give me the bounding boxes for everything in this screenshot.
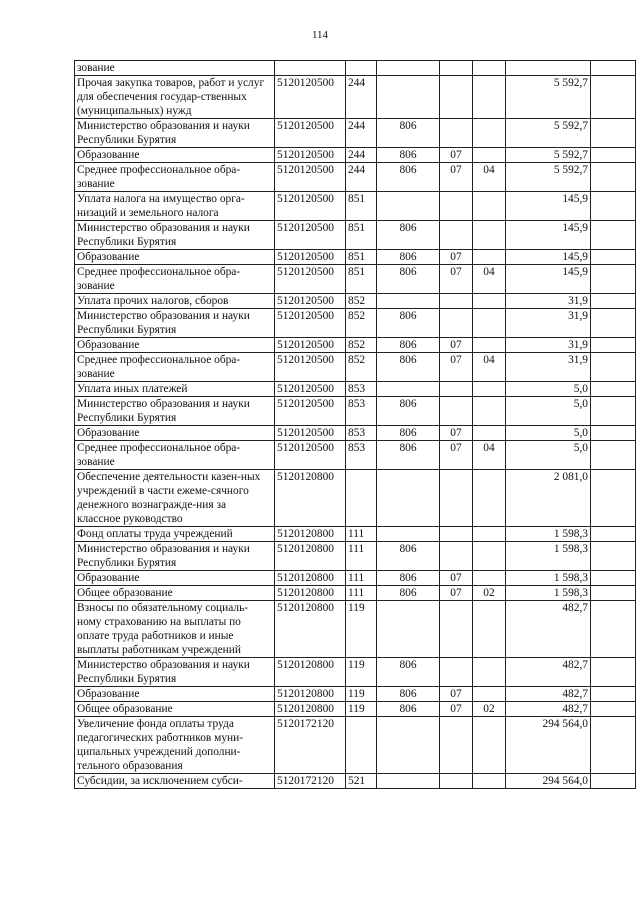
cell-expense-type — [346, 717, 377, 774]
cell-extra-empty — [591, 542, 636, 571]
cell-expense-type: 852 — [346, 309, 377, 338]
cell-target-article: 5120120800 — [275, 470, 346, 527]
cell-target-article: 5120120500 — [275, 148, 346, 163]
cell-name: Образование — [75, 338, 275, 353]
cell-name: Министерство образования и науки Республики Бурятия — [75, 119, 275, 148]
cell-name: Среднее профессиональное обра-зование — [75, 353, 275, 382]
cell-section — [440, 397, 473, 426]
cell-expense-type: 111 — [346, 571, 377, 586]
cell-subsection — [473, 717, 506, 774]
table-row — [75, 658, 636, 687]
cell-extra-empty — [591, 148, 636, 163]
budget-table — [74, 60, 636, 789]
cell-name: Министерство образования и науки Республики Бурятия — [75, 658, 275, 687]
cell-target-article: 5120120800 — [275, 687, 346, 702]
cell-extra-empty — [591, 163, 636, 192]
cell-subsection — [473, 470, 506, 527]
cell-subsection — [473, 382, 506, 397]
cell-amount: 5,0 — [506, 441, 591, 470]
page-number: 114 — [311, 29, 329, 41]
cell-extra-empty — [591, 527, 636, 542]
cell-target-article: 5120120500 — [275, 250, 346, 265]
cell-name: Министерство образования и науки Республики Бурятия — [75, 397, 275, 426]
cell-expense-type: 111 — [346, 542, 377, 571]
cell-name: Образование — [75, 250, 275, 265]
cell-extra-empty — [591, 441, 636, 470]
cell-administrator: 806 — [377, 338, 440, 353]
cell-expense-type: 244 — [346, 76, 377, 119]
cell-extra-empty — [591, 119, 636, 148]
cell-subsection — [473, 119, 506, 148]
cell-amount: 482,7 — [506, 702, 591, 717]
cell-name: Образование — [75, 571, 275, 586]
cell-section — [440, 309, 473, 338]
cell-extra-empty — [591, 192, 636, 221]
cell-expense-type: 119 — [346, 601, 377, 658]
cell-amount: 1 598,3 — [506, 542, 591, 571]
cell-expense-type — [346, 470, 377, 527]
cell-extra-empty — [591, 571, 636, 586]
cell-expense-type: 111 — [346, 586, 377, 601]
cell-extra-empty — [591, 294, 636, 309]
cell-target-article: 5120120500 — [275, 397, 346, 426]
cell-expense-type: 111 — [346, 527, 377, 542]
cell-extra-empty — [591, 250, 636, 265]
cell-expense-type: 244 — [346, 163, 377, 192]
cell-name: Образование — [75, 148, 275, 163]
cell-subsection — [473, 397, 506, 426]
table-row — [75, 687, 636, 702]
cell-name: Прочая закупка товаров, работ и услуг для обеспечения государ-ственных (муниципальных) нужд — [75, 76, 275, 119]
table-row — [75, 426, 636, 441]
cell-target-article: 5120120500 — [275, 76, 346, 119]
cell-target-article: 5120120500 — [275, 441, 346, 470]
cell-expense-type: 851 — [346, 250, 377, 265]
cell-expense-type: 119 — [346, 687, 377, 702]
cell-section: 07 — [440, 571, 473, 586]
cell-name: Уплата налога на имущество орга-низаций и земельного налога — [75, 192, 275, 221]
cell-administrator — [377, 294, 440, 309]
table-row — [75, 586, 636, 601]
cell-section — [440, 542, 473, 571]
cell-subsection — [473, 601, 506, 658]
cell-expense-type: 521 — [346, 774, 377, 789]
cell-name: Фонд оплаты труда учреждений — [75, 527, 275, 542]
cell-administrator — [377, 61, 440, 76]
cell-target-article: 5120120800 — [275, 586, 346, 601]
table-row — [75, 148, 636, 163]
cell-extra-empty — [591, 265, 636, 294]
cell-extra-empty — [591, 221, 636, 250]
cell-administrator: 806 — [377, 221, 440, 250]
cell-administrator — [377, 717, 440, 774]
table-row — [75, 527, 636, 542]
cell-amount — [506, 61, 591, 76]
table-row — [75, 717, 636, 774]
cell-extra-empty — [591, 470, 636, 527]
cell-target-article: 5120120500 — [275, 192, 346, 221]
cell-section — [440, 470, 473, 527]
table-row — [75, 702, 636, 717]
table-row — [75, 221, 636, 250]
cell-expense-type: 852 — [346, 353, 377, 382]
cell-subsection: 04 — [473, 163, 506, 192]
table-row — [75, 294, 636, 309]
cell-section — [440, 658, 473, 687]
cell-subsection — [473, 250, 506, 265]
cell-administrator: 806 — [377, 702, 440, 717]
cell-target-article: 5120120800 — [275, 542, 346, 571]
cell-target-article: 5120120800 — [275, 601, 346, 658]
cell-administrator: 806 — [377, 441, 440, 470]
cell-subsection: 04 — [473, 265, 506, 294]
cell-name: Министерство образования и науки Республики Бурятия — [75, 221, 275, 250]
cell-section: 07 — [440, 687, 473, 702]
cell-target-article: 5120120800 — [275, 702, 346, 717]
table-row — [75, 470, 636, 527]
cell-amount: 5,0 — [506, 382, 591, 397]
cell-amount: 5,0 — [506, 397, 591, 426]
cell-target-article: 5120120500 — [275, 353, 346, 382]
cell-subsection — [473, 192, 506, 221]
cell-subsection — [473, 774, 506, 789]
cell-extra-empty — [591, 717, 636, 774]
cell-amount: 1 598,3 — [506, 586, 591, 601]
cell-amount: 5 592,7 — [506, 163, 591, 192]
cell-extra-empty — [591, 702, 636, 717]
cell-administrator: 806 — [377, 426, 440, 441]
cell-amount: 31,9 — [506, 338, 591, 353]
cell-amount: 482,7 — [506, 658, 591, 687]
cell-target-article — [275, 61, 346, 76]
cell-subsection — [473, 527, 506, 542]
cell-expense-type: 851 — [346, 192, 377, 221]
cell-name: Общее образование — [75, 702, 275, 717]
cell-administrator: 806 — [377, 658, 440, 687]
cell-target-article: 5120120500 — [275, 294, 346, 309]
cell-administrator — [377, 192, 440, 221]
cell-subsection — [473, 426, 506, 441]
cell-name: Взносы по обязательному социаль-ному страхованию на выплаты по оплате труда работников и иные выплаты работникам учреждений — [75, 601, 275, 658]
budget-table-body — [75, 61, 636, 789]
cell-section — [440, 76, 473, 119]
cell-expense-type: 853 — [346, 441, 377, 470]
cell-administrator: 806 — [377, 586, 440, 601]
table-row — [75, 397, 636, 426]
cell-administrator — [377, 470, 440, 527]
cell-section: 07 — [440, 353, 473, 382]
cell-extra-empty — [591, 382, 636, 397]
cell-administrator: 806 — [377, 148, 440, 163]
cell-expense-type: 119 — [346, 702, 377, 717]
cell-extra-empty — [591, 426, 636, 441]
cell-extra-empty — [591, 309, 636, 338]
cell-subsection: 02 — [473, 702, 506, 717]
table-row — [75, 265, 636, 294]
cell-amount: 5 592,7 — [506, 76, 591, 119]
cell-section — [440, 61, 473, 76]
cell-name: Среднее профессиональное обра-зование — [75, 163, 275, 192]
cell-amount: 31,9 — [506, 353, 591, 382]
cell-target-article: 5120120500 — [275, 382, 346, 397]
cell-section — [440, 119, 473, 148]
cell-extra-empty — [591, 76, 636, 119]
cell-subsection: 04 — [473, 441, 506, 470]
cell-section: 07 — [440, 163, 473, 192]
cell-amount: 5,0 — [506, 426, 591, 441]
cell-administrator: 806 — [377, 250, 440, 265]
cell-target-article: 5120120500 — [275, 338, 346, 353]
table-row — [75, 250, 636, 265]
cell-administrator: 806 — [377, 571, 440, 586]
cell-expense-type: 852 — [346, 338, 377, 353]
cell-administrator: 806 — [377, 353, 440, 382]
cell-name: Образование — [75, 426, 275, 441]
cell-amount: 145,9 — [506, 250, 591, 265]
cell-extra-empty — [591, 61, 636, 76]
cell-target-article: 5120120500 — [275, 265, 346, 294]
cell-expense-type: 853 — [346, 426, 377, 441]
cell-expense-type: 852 — [346, 294, 377, 309]
cell-administrator: 806 — [377, 542, 440, 571]
cell-target-article: 5120120500 — [275, 221, 346, 250]
cell-target-article: 5120120800 — [275, 527, 346, 542]
cell-target-article: 5120120800 — [275, 658, 346, 687]
table-row — [75, 382, 636, 397]
cell-extra-empty — [591, 397, 636, 426]
cell-administrator: 806 — [377, 687, 440, 702]
cell-amount: 5 592,7 — [506, 148, 591, 163]
cell-administrator: 806 — [377, 163, 440, 192]
table-row — [75, 76, 636, 119]
cell-section: 07 — [440, 702, 473, 717]
cell-expense-type: 119 — [346, 658, 377, 687]
cell-extra-empty — [591, 338, 636, 353]
cell-expense-type: 853 — [346, 382, 377, 397]
cell-target-article: 5120120500 — [275, 119, 346, 148]
cell-subsection — [473, 542, 506, 571]
cell-expense-type: 244 — [346, 148, 377, 163]
cell-section — [440, 527, 473, 542]
cell-extra-empty — [591, 586, 636, 601]
cell-section: 07 — [440, 586, 473, 601]
cell-extra-empty — [591, 601, 636, 658]
cell-section — [440, 221, 473, 250]
cell-name: Среднее профессиональное обра-зование — [75, 441, 275, 470]
table-row — [75, 338, 636, 353]
cell-name: Среднее профессиональное обра-зование — [75, 265, 275, 294]
cell-expense-type: 244 — [346, 119, 377, 148]
table-row — [75, 441, 636, 470]
cell-subsection — [473, 221, 506, 250]
table-row — [75, 61, 636, 76]
table-row — [75, 601, 636, 658]
cell-subsection: 04 — [473, 353, 506, 382]
cell-amount: 31,9 — [506, 294, 591, 309]
cell-amount: 5 592,7 — [506, 119, 591, 148]
cell-section: 07 — [440, 426, 473, 441]
cell-administrator — [377, 527, 440, 542]
cell-amount: 31,9 — [506, 309, 591, 338]
cell-subsection — [473, 338, 506, 353]
cell-extra-empty — [591, 658, 636, 687]
cell-expense-type: 851 — [346, 221, 377, 250]
cell-section — [440, 717, 473, 774]
cell-target-article: 5120120500 — [275, 309, 346, 338]
table-row — [75, 353, 636, 382]
cell-amount: 482,7 — [506, 687, 591, 702]
cell-target-article: 5120120500 — [275, 426, 346, 441]
cell-subsection — [473, 61, 506, 76]
cell-section: 07 — [440, 338, 473, 353]
cell-subsection: 02 — [473, 586, 506, 601]
cell-amount: 145,9 — [506, 221, 591, 250]
cell-amount: 1 598,3 — [506, 527, 591, 542]
cell-name: Уплата иных платежей — [75, 382, 275, 397]
table-row — [75, 192, 636, 221]
table-row — [75, 571, 636, 586]
table-row — [75, 163, 636, 192]
cell-amount: 2 081,0 — [506, 470, 591, 527]
table-row — [75, 309, 636, 338]
cell-amount: 145,9 — [506, 265, 591, 294]
cell-name: Образование — [75, 687, 275, 702]
cell-name: Увеличение фонда оплаты труда педагогических работников муни-ципальных учреждений дополни-тельного образования — [75, 717, 275, 774]
cell-extra-empty — [591, 687, 636, 702]
cell-extra-empty — [591, 353, 636, 382]
cell-administrator — [377, 382, 440, 397]
cell-section — [440, 192, 473, 221]
cell-section — [440, 294, 473, 309]
cell-amount: 294 564,0 — [506, 717, 591, 774]
cell-subsection — [473, 687, 506, 702]
cell-expense-type: 851 — [346, 265, 377, 294]
cell-expense-type: 853 — [346, 397, 377, 426]
cell-subsection — [473, 658, 506, 687]
cell-subsection — [473, 571, 506, 586]
cell-subsection — [473, 76, 506, 119]
cell-amount: 1 598,3 — [506, 571, 591, 586]
cell-amount: 145,9 — [506, 192, 591, 221]
cell-expense-type — [346, 61, 377, 76]
cell-administrator: 806 — [377, 397, 440, 426]
cell-name: Министерство образования и науки Республики Бурятия — [75, 542, 275, 571]
cell-name: зование — [75, 61, 275, 76]
cell-administrator: 806 — [377, 119, 440, 148]
table-row — [75, 542, 636, 571]
cell-name: Общее образование — [75, 586, 275, 601]
table-row — [75, 774, 636, 789]
cell-section: 07 — [440, 250, 473, 265]
cell-section — [440, 774, 473, 789]
cell-section: 07 — [440, 441, 473, 470]
cell-administrator: 806 — [377, 309, 440, 338]
cell-name: Субсидии, за исключением субси- — [75, 774, 275, 789]
cell-administrator — [377, 774, 440, 789]
cell-target-article: 5120120500 — [275, 163, 346, 192]
cell-section — [440, 601, 473, 658]
table-row — [75, 119, 636, 148]
cell-name: Уплата прочих налогов, сборов — [75, 294, 275, 309]
cell-amount: 482,7 — [506, 601, 591, 658]
cell-target-article: 5120172120 — [275, 774, 346, 789]
cell-amount: 294 564,0 — [506, 774, 591, 789]
cell-administrator — [377, 601, 440, 658]
cell-section — [440, 382, 473, 397]
cell-name: Министерство образования и науки Республики Бурятия — [75, 309, 275, 338]
cell-subsection — [473, 294, 506, 309]
cell-extra-empty — [591, 774, 636, 789]
cell-target-article: 5120120800 — [275, 571, 346, 586]
cell-subsection — [473, 148, 506, 163]
cell-section: 07 — [440, 265, 473, 294]
cell-subsection — [473, 309, 506, 338]
cell-section: 07 — [440, 148, 473, 163]
cell-name: Обеспечение деятельности казен-ных учреждений в части ежеме-сячного денежного вознагражде-ния за классное руководство — [75, 470, 275, 527]
cell-administrator — [377, 76, 440, 119]
cell-target-article: 5120172120 — [275, 717, 346, 774]
cell-administrator: 806 — [377, 265, 440, 294]
